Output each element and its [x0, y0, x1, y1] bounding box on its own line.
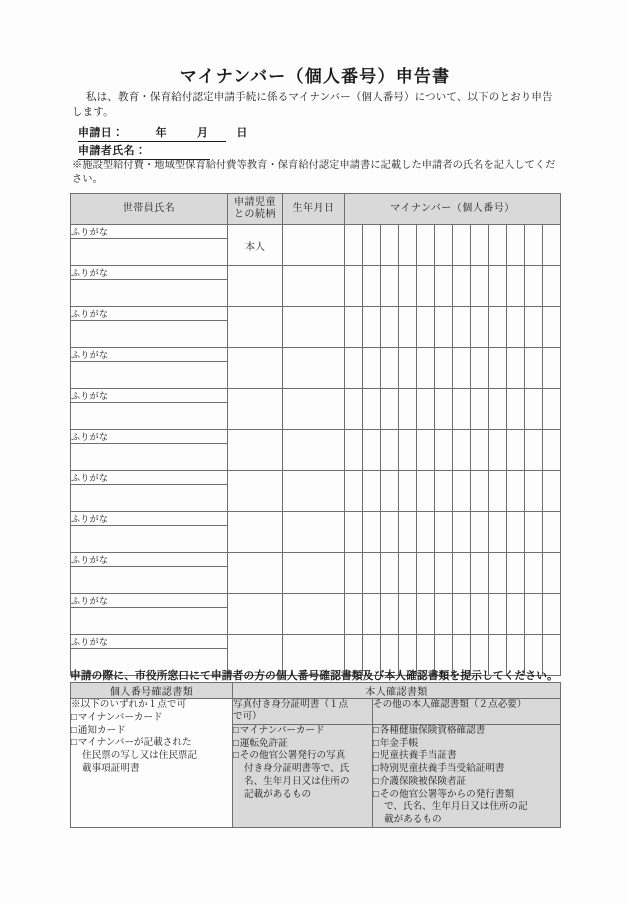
column-header-name: 世帯員氏名	[71, 194, 228, 225]
furigana-cell[interactable]: ふりがな	[71, 635, 228, 649]
verification-header-row	[71, 683, 561, 699]
member-name-cell[interactable]	[71, 485, 228, 512]
relation-cell[interactable]	[228, 430, 283, 471]
mynumber-digit-box[interactable]	[543, 307, 560, 347]
relation-header-line2: との続柄	[234, 209, 276, 220]
birthdate-cell[interactable]	[283, 553, 345, 594]
mynumber-digit-box[interactable]	[417, 307, 435, 347]
checkbox-list-item[interactable]: □ その他官公署等からの発行書類	[373, 789, 560, 802]
mynumber-digit-box[interactable]	[399, 430, 417, 470]
birthdate-cell[interactable]	[283, 471, 345, 512]
table-row	[71, 594, 561, 608]
birthdate-cell[interactable]	[283, 307, 345, 348]
mynumber-digit-box[interactable]	[381, 225, 399, 265]
mynumber-digit-box[interactable]	[507, 266, 525, 306]
mynumber-digit-box[interactable]	[525, 266, 543, 306]
mynumber-digit-box[interactable]	[435, 512, 453, 552]
relation-cell[interactable]	[228, 348, 283, 389]
mynumber-digit-box[interactable]	[417, 430, 435, 470]
furigana-cell[interactable]: ふりがな	[71, 594, 228, 608]
application-date-field[interactable]	[78, 124, 248, 142]
mynumber-digit-box[interactable]	[543, 471, 560, 511]
mynumber-digit-box[interactable]	[543, 512, 560, 552]
mynumber-digit-box[interactable]	[345, 553, 363, 593]
table-header-row	[71, 194, 561, 225]
mynumber-digit-box[interactable]	[363, 307, 381, 347]
day-unit-label: 日	[236, 127, 248, 139]
mynumber-digit-box[interactable]	[489, 471, 507, 511]
relation-cell[interactable]	[228, 594, 283, 635]
table-row	[71, 512, 561, 526]
mynumber-digit-box[interactable]	[543, 594, 560, 634]
application-date-label: 申請日：	[78, 127, 124, 139]
mynumber-digit-box[interactable]	[399, 307, 417, 347]
mynumber-digit-box[interactable]	[471, 348, 489, 388]
mynumber-digit-box[interactable]	[525, 471, 543, 511]
mynumber-digit-box[interactable]	[399, 225, 417, 265]
mynumber-digit-box[interactable]	[381, 430, 399, 470]
checkbox-list-item[interactable]: □ マイナンバーが記載された	[71, 737, 232, 750]
mynumber-docs-cell	[71, 699, 233, 828]
column-header-relation	[228, 194, 283, 225]
column-header-mynumber-docs: 個人番号確認書類	[71, 683, 233, 699]
relation-cell[interactable]: 本人	[228, 225, 283, 266]
furigana-cell[interactable]: ふりがな	[71, 389, 228, 403]
mynumber-digit-box[interactable]	[543, 266, 560, 306]
relation-cell[interactable]	[228, 266, 283, 307]
mynumber-digit-box[interactable]	[381, 594, 399, 634]
mynumber-cell-group	[345, 553, 561, 594]
checkbox-list-item[interactable]: □ 各種健康保険資格確認書	[373, 725, 560, 738]
table-row	[71, 389, 561, 403]
mynumber-digit-box[interactable]	[471, 594, 489, 634]
table-row	[71, 225, 561, 239]
table-row	[71, 635, 561, 649]
member-name-cell[interactable]	[71, 321, 228, 348]
mynumber-digit-box[interactable]	[381, 307, 399, 347]
mynumber-docs-lead: ※以下のいずれか１点で可	[71, 699, 187, 710]
mynumber-digit-box[interactable]	[525, 307, 543, 347]
mynumber-digit-box[interactable]	[507, 553, 525, 593]
checkbox-list-item[interactable]: □ 介護保険被保険者証	[373, 776, 560, 789]
mynumber-digit-box[interactable]	[471, 389, 489, 429]
table-row	[71, 430, 561, 444]
other-id-subheader: その他の本人確認書類（２点必要）	[373, 699, 527, 710]
mynumber-digit-box[interactable]	[435, 266, 453, 306]
furigana-cell[interactable]: ふりがな	[71, 512, 228, 526]
furigana-cell[interactable]: ふりがな	[71, 348, 228, 362]
list-item-continuation: で、氏名、生年月日又は住所の記	[384, 801, 528, 813]
mynumber-digit-box[interactable]	[543, 348, 560, 388]
photo-id-subheader-cell	[233, 699, 373, 725]
mynumber-digit-box[interactable]	[345, 512, 363, 552]
applicant-name-label: 申請者氏名：	[78, 145, 147, 157]
mynumber-digit-box[interactable]	[399, 512, 417, 552]
month-unit-label: 月	[197, 127, 209, 139]
mynumber-digit-box[interactable]	[471, 307, 489, 347]
applicant-name-field[interactable]	[78, 142, 210, 160]
mynumber-digit-box[interactable]	[345, 225, 363, 265]
member-name-cell[interactable]	[71, 526, 228, 553]
mynumber-digit-box[interactable]	[489, 430, 507, 470]
mynumber-digit-box[interactable]	[471, 553, 489, 593]
mynumber-digit-box[interactable]	[417, 594, 435, 634]
mynumber-digit-box[interactable]	[345, 348, 363, 388]
mynumber-digit-box[interactable]	[417, 553, 435, 593]
mynumber-cell-group	[345, 307, 561, 348]
mynumber-digit-box[interactable]	[471, 430, 489, 470]
checkbox-list-item[interactable]: □ 特別児童扶養手当受給証明書	[373, 763, 560, 776]
table-row	[71, 348, 561, 362]
checkbox-list-item[interactable]: □ マイナンバーカード	[233, 725, 372, 738]
mynumber-digit-box[interactable]	[435, 553, 453, 593]
checkbox-list-item[interactable]: □ その他官公署発行の写真	[233, 750, 372, 763]
mynumber-cell-group	[345, 266, 561, 307]
mynumber-digit-box[interactable]	[381, 389, 399, 429]
photo-id-subheader-line1: 写真付き身分証明書（１点	[233, 699, 349, 710]
relation-cell[interactable]	[228, 307, 283, 348]
mynumber-digit-box[interactable]	[399, 553, 417, 593]
mynumber-digit-box[interactable]	[525, 553, 543, 593]
mynumber-digit-box[interactable]	[525, 594, 543, 634]
mynumber-cell-group	[345, 430, 561, 471]
relation-cell[interactable]	[228, 471, 283, 512]
mynumber-digit-box[interactable]	[489, 553, 507, 593]
column-header-birthdate: 生年月日	[283, 194, 345, 225]
mynumber-digit-box[interactable]	[489, 348, 507, 388]
mynumber-digit-box[interactable]	[363, 512, 381, 552]
page-title: マイナンバー（個人番号）申告書	[179, 67, 451, 86]
mynumber-digit-box[interactable]	[507, 471, 525, 511]
mynumber-digit-box[interactable]	[435, 389, 453, 429]
mynumber-digit-box[interactable]	[381, 553, 399, 593]
member-name-cell[interactable]	[71, 362, 228, 389]
mynumber-digit-box[interactable]	[363, 266, 381, 306]
mynumber-digit-box[interactable]	[381, 512, 399, 552]
mynumber-digit-box[interactable]	[435, 225, 453, 265]
birthdate-cell[interactable]	[283, 266, 345, 307]
mynumber-digit-box[interactable]	[345, 594, 363, 634]
mynumber-digit-box[interactable]	[399, 471, 417, 511]
mynumber-digit-box[interactable]	[417, 225, 435, 265]
other-id-subheader-cell	[373, 699, 561, 725]
furigana-cell[interactable]: ふりがな	[71, 430, 228, 444]
mynumber-digit-box[interactable]	[453, 430, 471, 470]
mynumber-digit-box[interactable]	[435, 471, 453, 511]
checkbox-list-item[interactable]: □ マイナンバーカード	[71, 712, 232, 725]
mynumber-digit-box[interactable]	[525, 512, 543, 552]
mynumber-digit-box[interactable]	[363, 471, 381, 511]
mynumber-digit-box[interactable]	[471, 512, 489, 552]
list-item-continuation: 付き身分証明書等で、氏	[244, 763, 350, 775]
mynumber-digit-box[interactable]	[363, 348, 381, 388]
mynumber-digit-box[interactable]	[453, 471, 471, 511]
mynumber-digit-box[interactable]	[345, 266, 363, 306]
list-item-continuation: 載事項証明書	[82, 762, 140, 774]
mynumber-digit-box[interactable]	[543, 389, 560, 429]
photo-id-subheader-line2: で可）	[233, 711, 262, 723]
mynumber-digit-box[interactable]	[489, 225, 507, 265]
mynumber-digit-box[interactable]	[435, 594, 453, 634]
mynumber-digit-box[interactable]	[417, 512, 435, 552]
mynumber-digit-box[interactable]	[363, 553, 381, 593]
mynumber-digit-box[interactable]	[417, 266, 435, 306]
mynumber-digit-box[interactable]	[453, 512, 471, 552]
mynumber-digit-box[interactable]	[363, 225, 381, 265]
member-name-cell[interactable]	[71, 403, 228, 430]
household-members-table	[70, 193, 561, 676]
mynumber-digit-box[interactable]	[453, 307, 471, 347]
mynumber-digit-box[interactable]	[417, 348, 435, 388]
birthdate-cell[interactable]	[283, 512, 345, 553]
mynumber-digit-box[interactable]	[399, 348, 417, 388]
mynumber-digit-box[interactable]	[489, 389, 507, 429]
mynumber-digit-box[interactable]	[507, 430, 525, 470]
mynumber-digit-box[interactable]	[543, 430, 560, 470]
member-name-cell[interactable]	[71, 608, 228, 635]
mynumber-digit-box[interactable]	[453, 389, 471, 429]
relation-cell[interactable]	[228, 553, 283, 594]
mynumber-digit-box[interactable]	[507, 512, 525, 552]
mynumber-digit-box[interactable]	[525, 225, 543, 265]
checkbox-list-item[interactable]: □ 運転免許証	[233, 738, 372, 751]
mynumber-cell-group	[345, 512, 561, 553]
mynumber-digit-box[interactable]	[507, 389, 525, 429]
checkbox-list-item[interactable]: □ 年金手帳	[373, 738, 560, 751]
mynumber-digit-box[interactable]	[543, 553, 560, 593]
mynumber-cell-group	[345, 594, 561, 635]
mynumber-digit-box[interactable]	[381, 348, 399, 388]
list-item-continuation: 名、生年月日又は住所の	[244, 775, 350, 787]
intro-paragraph: 私は、教育・保育給付認定申請手続に係るマイナンバー（個人番号）について、以下のとおり申告します。	[72, 92, 553, 119]
mynumber-digit-box[interactable]	[435, 430, 453, 470]
mynumber-digit-box[interactable]	[435, 307, 453, 347]
mynumber-cell-group	[345, 225, 561, 266]
member-name-cell[interactable]	[71, 567, 228, 594]
mynumber-digit-box[interactable]	[381, 266, 399, 306]
mynumber-cell-group	[345, 348, 561, 389]
mynumber-digit-box[interactable]	[453, 553, 471, 593]
relation-cell[interactable]	[228, 512, 283, 553]
mynumber-digit-box[interactable]	[345, 307, 363, 347]
mynumber-digit-box[interactable]	[471, 266, 489, 306]
furigana-cell[interactable]: ふりがな	[71, 225, 228, 239]
mynumber-digit-box[interactable]	[453, 225, 471, 265]
mynumber-digit-box[interactable]	[507, 307, 525, 347]
mynumber-digit-box[interactable]	[345, 471, 363, 511]
table-row	[71, 471, 561, 485]
verification-body-row	[71, 699, 561, 725]
column-header-mynumber: マイナンバー（個人番号）	[345, 194, 561, 225]
mynumber-digit-box[interactable]	[525, 430, 543, 470]
mynumber-digit-box[interactable]	[489, 307, 507, 347]
birthdate-cell[interactable]	[283, 594, 345, 635]
table-row	[71, 266, 561, 280]
checkbox-list-item[interactable]: □ 児童扶養手当証書	[373, 750, 560, 763]
relation-cell[interactable]	[228, 389, 283, 430]
birthdate-cell[interactable]	[283, 430, 345, 471]
mynumber-digit-box[interactable]	[363, 430, 381, 470]
mynumber-digit-box[interactable]	[525, 389, 543, 429]
mynumber-digit-box[interactable]	[453, 594, 471, 634]
birthdate-cell[interactable]	[283, 348, 345, 389]
list-item-continuation: 住民票の写し又は住民票記	[82, 750, 198, 761]
mynumber-digit-box[interactable]	[435, 348, 453, 388]
furigana-cell[interactable]: ふりがな	[71, 307, 228, 321]
mynumber-digit-box[interactable]	[399, 594, 417, 634]
furigana-cell[interactable]: ふりがな	[71, 471, 228, 485]
member-name-cell[interactable]	[71, 444, 228, 471]
furigana-cell[interactable]: ふりがな	[71, 266, 228, 280]
birthdate-cell[interactable]	[283, 225, 345, 266]
verification-documents-table	[70, 682, 561, 828]
mynumber-digit-box[interactable]	[399, 389, 417, 429]
list-item-continuation: 記載があるもの	[244, 788, 312, 800]
mynumber-digit-box[interactable]	[363, 594, 381, 634]
submission-instruction: 申請の際に、市役所窓口にて申請者の方の個人番号確認書類及び本人確認書類を提示してください。	[70, 671, 558, 682]
mynumber-digit-box[interactable]	[417, 471, 435, 511]
applicant-name-note: ※施設型給付費・地域型保育給付費等教育・保育給付認定申請書に記載した申請者の氏名を記入してください。	[72, 160, 556, 186]
mynumber-digit-box[interactable]	[381, 471, 399, 511]
column-header-identity-docs: 本人確認書類	[233, 683, 561, 699]
year-unit-label: 年	[155, 127, 168, 139]
mynumber-digit-box[interactable]	[453, 348, 471, 388]
member-name-cell[interactable]	[71, 280, 228, 307]
mynumber-digit-box[interactable]	[489, 594, 507, 634]
mynumber-digit-box[interactable]	[525, 348, 543, 388]
mynumber-digit-box[interactable]	[363, 389, 381, 429]
photo-id-items-cell	[233, 724, 373, 827]
furigana-cell[interactable]: ふりがな	[71, 553, 228, 567]
mynumber-digit-box[interactable]	[507, 225, 525, 265]
mynumber-digit-box[interactable]	[507, 348, 525, 388]
table-row	[71, 307, 561, 321]
mynumber-digit-box[interactable]	[417, 389, 435, 429]
mynumber-digit-box[interactable]	[345, 430, 363, 470]
mynumber-digit-box[interactable]	[507, 594, 525, 634]
table-row	[71, 553, 561, 567]
member-name-cell[interactable]	[71, 239, 228, 266]
mynumber-digit-box[interactable]	[453, 266, 471, 306]
birthdate-cell[interactable]	[283, 389, 345, 430]
mynumber-digit-box[interactable]	[489, 512, 507, 552]
mynumber-digit-box[interactable]	[345, 389, 363, 429]
mynumber-digit-box[interactable]	[471, 225, 489, 265]
relation-header-line1: 申請児童	[234, 197, 276, 208]
other-id-items-cell	[373, 724, 561, 827]
mynumber-digit-box[interactable]	[471, 471, 489, 511]
mynumber-digit-box[interactable]	[489, 266, 507, 306]
mynumber-cell-group	[345, 471, 561, 512]
mynumber-digit-box[interactable]	[399, 266, 417, 306]
mynumber-digit-box[interactable]	[543, 225, 560, 265]
list-item-continuation: 載があるもの	[384, 814, 442, 826]
mynumber-cell-group	[345, 389, 561, 430]
checkbox-list-item[interactable]: □ 通知カード	[71, 725, 232, 738]
